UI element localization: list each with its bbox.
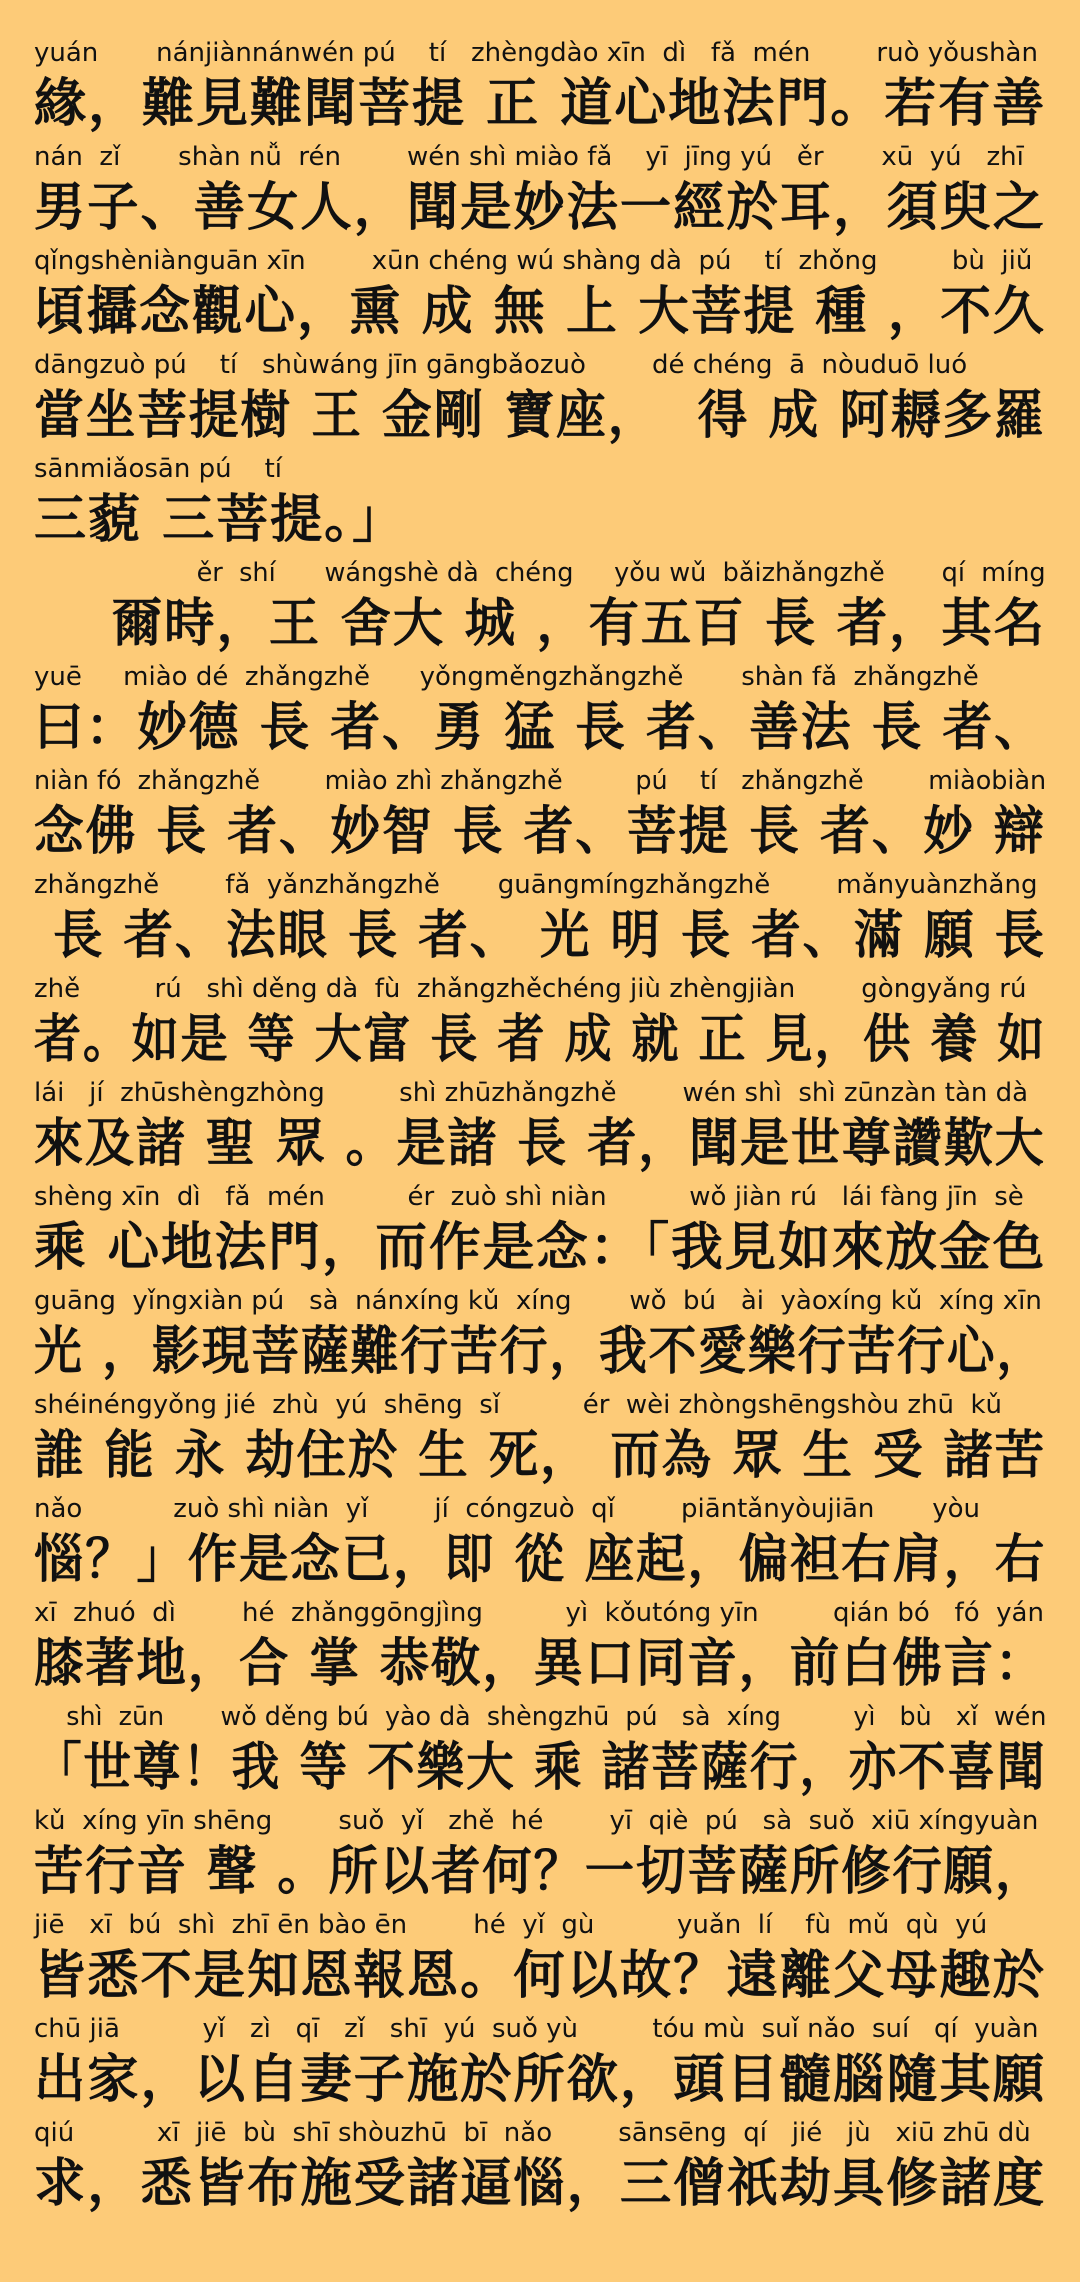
pinyin-text: kǔ xíng yīn shēng suǒ yǐ zhě hé yī qiè pú sà suǒ xiū xíngyuàn: [34, 1806, 1039, 1836]
pinyin-text: yuē miào dé zhǎngzhě yǒngměngzhǎngzhě shàn fǎ zhǎngzhě: [34, 662, 979, 692]
text-line: [34, 1910, 1046, 2014]
chinese-text: 來及諸 聖 眾 。是諸 長 者，聞是世尊讚歎大: [34, 1114, 1046, 1174]
text-line: [34, 1702, 1046, 1806]
chinese-text: 爾時，王 舍大 城 ，有五百 長 者，其名: [34, 594, 1046, 654]
text-line: [34, 38, 1046, 142]
pinyin-text: nǎo zuò shì niàn yǐ jí cóngzuò qǐ piāntǎnyòujiān yòu: [34, 1494, 980, 1524]
chinese-text: 當坐菩提樹 王 金剛 寶座， 得 成 阿耨多羅: [34, 386, 1046, 446]
chinese-text: 出家，以自妻子施於所欲，頭目髓腦隨其願: [34, 2050, 1047, 2110]
chinese-text: 皆悉不是知恩報恩。何以故？遠離父母趣於: [34, 1946, 1047, 2006]
pinyin-text: shèng xīn dì fǎ mén ér zuò shì niàn wǒ jiàn rú lái fàng jīn sè: [34, 1182, 1024, 1212]
text-line: [34, 2014, 1046, 2118]
chinese-text: 者。如是 等 大富 長 者 成 就 正 見，供 養 如: [34, 1010, 1047, 1070]
text-line: [34, 558, 1046, 662]
chinese-text: 緣，難見難聞菩提 正 道心地法門。若有善: [34, 74, 1047, 134]
pinyin-text: zhǎngzhě fǎ yǎnzhǎngzhě guāngmíngzhǎngzhě mǎnyuànzhǎng: [34, 870, 1038, 900]
text-line: [34, 2118, 1046, 2222]
text-line: [34, 1598, 1046, 1702]
pinyin-text: niàn fó zhǎngzhě miào zhì zhǎngzhě pú tí zhǎngzhě miàobiàn: [34, 766, 1047, 796]
pinyin-text: yuán nánjiànnánwén pú tí zhèngdào xīn dì fǎ mén ruò yǒushàn: [34, 38, 1038, 68]
pinyin-text: chū jiā yǐ zì qī zǐ shī yú suǒ yù tóu mù suǐ nǎo suí qí yuàn: [34, 2014, 1039, 2044]
chinese-text: 苦行音 聲 。所以者何？一切菩薩所修行願，: [34, 1842, 1047, 1902]
text-line: [34, 246, 1046, 350]
pinyin-text: sānmiǎosān pú tí: [34, 454, 283, 484]
pinyin-text: xī zhuó dì hé zhǎnggōngjìng yì kǒutóng yīn qián bó fó yán: [34, 1598, 1044, 1628]
chinese-text: 「世尊！我 等 不樂大 乘 諸菩薩行，亦不喜聞: [34, 1738, 1047, 1798]
text-line: [34, 1390, 1046, 1494]
text-line: [34, 1806, 1046, 1910]
text-line: [34, 766, 1046, 870]
text-line: [34, 454, 1046, 558]
chinese-text: 念佛 長 者、妙智 長 者、菩提 長 者、妙 辯: [34, 802, 1046, 862]
text-line: [34, 350, 1046, 454]
pinyin-text: qiú xī jiē bù shī shòuzhū bī nǎo sānsēng qí jié jù xiū zhū dù: [34, 2118, 1031, 2148]
pinyin-text: shéinéngyǒng jié zhù yú shēng sǐ ér wèi zhòngshēngshòu zhū kǔ: [34, 1390, 1003, 1420]
text-line: [34, 870, 1046, 974]
text-line: [34, 1078, 1046, 1182]
chinese-text: 光 ，影現菩薩難行苦行，我不愛樂行苦行心，: [34, 1322, 1047, 1382]
text-line: [34, 662, 1046, 766]
pinyin-text: zhě rú shì děng dà fù zhǎngzhěchéng jiù zhèngjiàn gòngyǎng rú: [34, 974, 1027, 1004]
text-line: [34, 1182, 1046, 1286]
chinese-text: 三藐 三菩提。」: [34, 490, 407, 550]
text-line: [34, 142, 1046, 246]
chinese-text: 膝著地，合 掌 恭敬，異口同音，前白佛言：: [34, 1634, 1047, 1694]
chinese-text: 長 者、法眼 長 者、 光 明 長 者、滿 願 長: [34, 906, 1047, 966]
text-line: [34, 974, 1046, 1078]
text-line: [34, 1286, 1046, 1390]
chinese-text: 曰：妙德 長 者、勇 猛 長 者、善法 長 者、: [34, 698, 1046, 758]
chinese-text: 乘 心地法門，而作是念：「我見如來放金色: [34, 1218, 1047, 1278]
pinyin-text: lái jí zhūshèngzhòng shì zhūzhǎngzhě wén shì shì zūnzàn tàn dà: [34, 1078, 1029, 1108]
pinyin-text: jiē xī bú shì zhī ēn bào ēn hé yǐ gù yuǎn lí fù mǔ qù yú: [34, 1910, 988, 1940]
pinyin-text: dāngzuò pú tí shùwáng jīn gāngbǎozuò dé chéng ā nòuduō luó: [34, 350, 968, 380]
pinyin-text: shì zūn wǒ děng bú yào dà shèngzhū pú sà xíng yì bù xǐ wén: [34, 1702, 1047, 1732]
pinyin-text: qǐngshèniànguān xīn xūn chéng wú shàng dà pú tí zhǒng bù jiǔ: [34, 246, 1033, 276]
chinese-text: 誰 能 永 劫住於 生 死， 而為 眾 生 受 諸苦: [34, 1426, 1047, 1486]
chinese-text: 求，悉皆布施受諸逼惱，三僧祇劫具修諸度: [34, 2154, 1047, 2214]
chinese-text: 惱？」作是念已，即 從 座起，偏袒右肩，右: [34, 1530, 1047, 1590]
chinese-text: 男子、善女人，聞是妙法一經於耳，須臾之: [34, 178, 1047, 238]
text-line: [34, 1494, 1046, 1598]
pinyin-text: ěr shí wángshè dà chéng yǒu wǔ bǎizhǎngzhě qí míng: [34, 558, 1046, 588]
chinese-text: 頃攝念觀心，熏 成 無 上 大菩提 種 ，不久: [34, 282, 1046, 342]
pinyin-text: nán zǐ shàn nǚ rén wén shì miào fǎ yī jīng yú ěr xū yú zhī: [34, 142, 1024, 172]
pinyin-text: guāng yǐngxiàn pú sà nánxíng kǔ xíng wǒ bú ài yàoxíng kǔ xíng xīn: [34, 1286, 1042, 1316]
